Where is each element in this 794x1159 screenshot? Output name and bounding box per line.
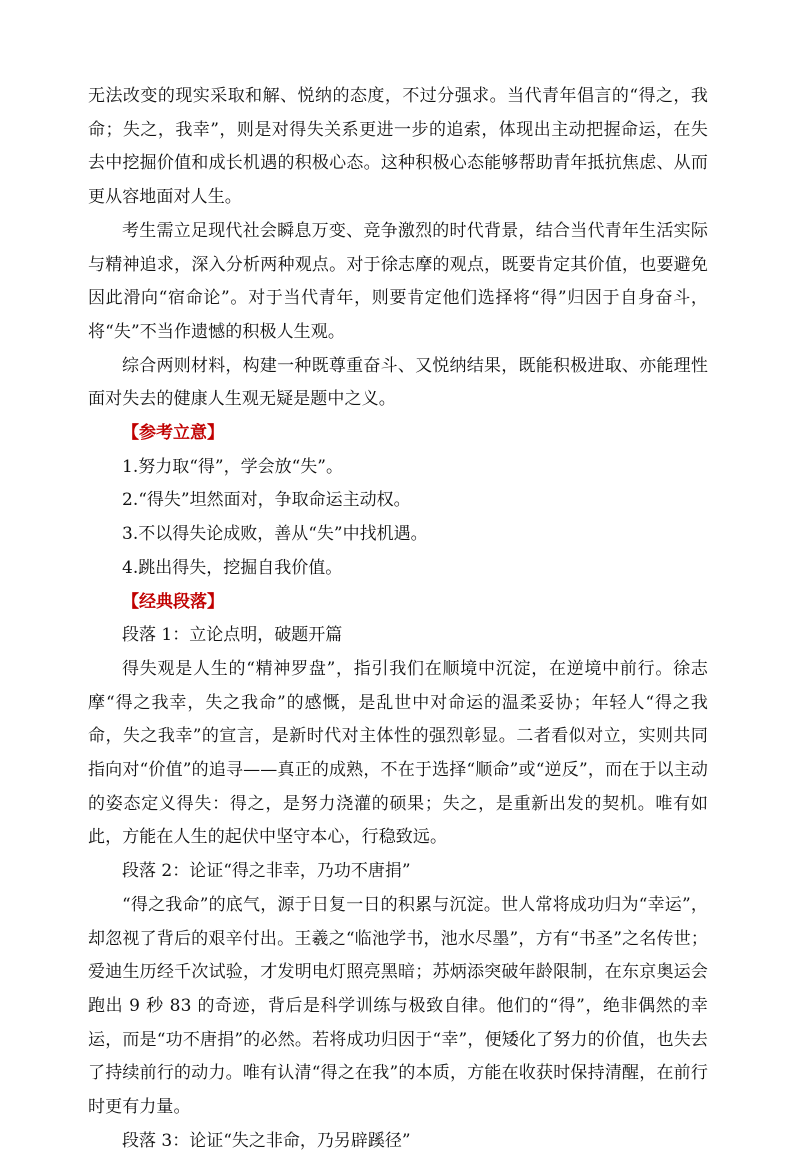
paragraph-2-title: 段落 2：论证“得之非幸，乃功不唐捐” [122, 861, 411, 882]
paragraph-1-body: 得失观是人生的“精神罗盘”，指引我们在顺境中沉淀，在逆境中前行。徐志摩“得之我幸，失之我命”的感慨，是乱世中对命运的温柔妥协；年轻人“得之我命，失之我幸”的宣言，是新时代对主体性的强烈彰显。二者看似对立，实则共同指向对“价值”的追寻——真正的成熟，不在于选择“顺命”或“逆反”，而在于以主动的姿态定义得失：得之，是努力浇灌的硕果；失之，是重新出发的契机。唯有如此，方能在人生的起伏中坚守本心，行稳致远。 [88, 658, 708, 848]
intro-paragraph-3: 综合两则材料，构建一种既尊重奋斗、又悦纳结果，既能积极进取、亦能理性面对失去的健康人生观无疑是题中之义。 [88, 355, 708, 410]
reference-heading: 【参考立意】 [122, 423, 224, 444]
paragraph-3-title: 段落 3：论证“失之非命，乃另辟蹊径” [122, 1130, 411, 1151]
reference-item-2: 2.“得失”坦然面对，争取命运主动权。 [122, 490, 411, 511]
paragraph-1-title: 段落 1：立论点明，破题开篇 [122, 625, 343, 646]
intro-paragraph-1: 无法改变的现实采取和解、悦纳的态度，不过分强求。当代青年倡言的“得之，我命；失之，我幸”，则是对得失关系更进一步的追索，体现出主动把握命运，在失去中挖掘价值和成长机遇的积极心态。这种积极心态能够帮助青年抵抗焦虑、从而更从容地面对人生。 [88, 86, 708, 208]
paragraph-2-body: “得之我命”的底气，源于日复一日的积累与沉淀。世人常将成功归为“幸运”，却忽视了背后的艰辛付出。王羲之“临池学书，池水尽墨”，方有“书圣”之名传世；爱迪生历经千次试验，才发明电灯照亮黑暗；苏炳添突破年龄限制，在东京奥运会跑出 9 秒 83 的奇迹，背后是科学训练与极致自律。他们的“得”，绝非偶然的幸运，而是“功不唐捐”的必然。若将成功归因于“幸”，便矮化了努力的价值，也失去了持续前行的动力。唯有认清“得之在我”的本质，方能在收获时保持清醒，在前行时更有力量。 [88, 894, 708, 1118]
document-page [88, 80, 708, 1159]
reference-item-3: 3.不以得失论成败，善从“失”中找机遇。 [122, 524, 428, 545]
intro-paragraph-2: 考生需立足现代社会瞬息万变、竞争激烈的时代背景，结合当代青年生活实际与精神追求，深入分析两种观点。对于徐志摩的观点，既要肯定其价值，也要避免因此滑向“宿命论”。对于当代青年，则要肯定他们选择将“得”归因于自身奋斗，将“失”不当作遗憾的积极人生观。 [88, 220, 708, 342]
reference-item-1: 1.努力取“得”，学会放“失”。 [122, 456, 343, 477]
classic-heading: 【经典段落】 [122, 591, 224, 612]
reference-item-4: 4.跳出得失，挖掘自我价值。 [122, 557, 343, 578]
